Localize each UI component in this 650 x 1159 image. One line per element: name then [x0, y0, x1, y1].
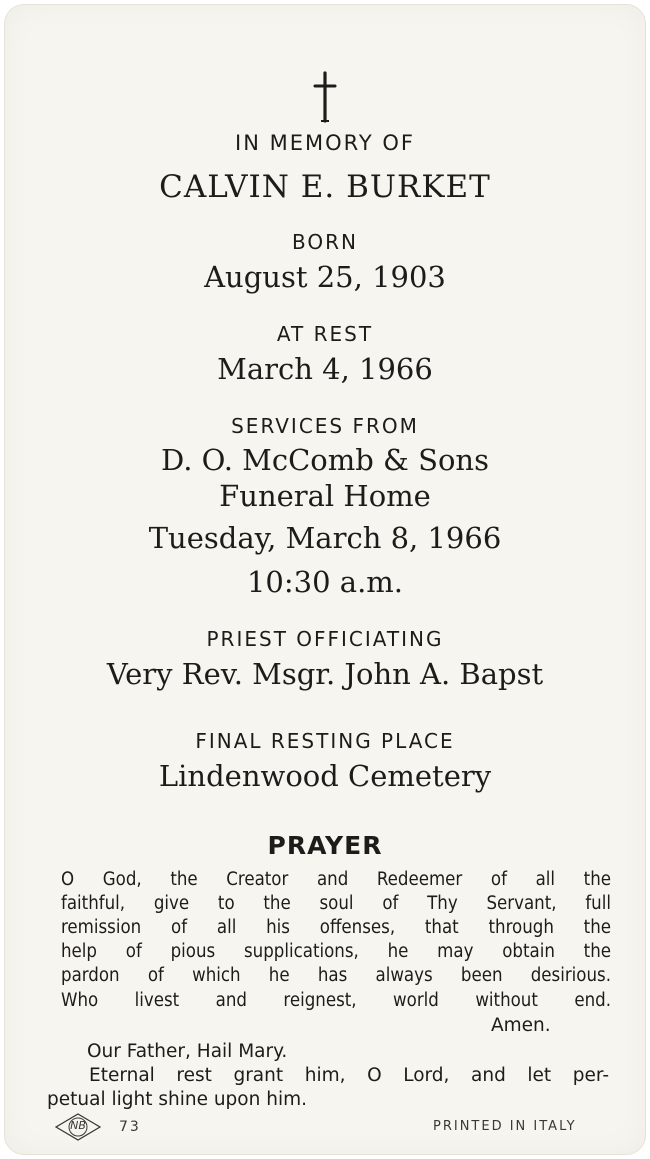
priest-label: PRIEST OFFICIATING	[206, 627, 444, 651]
eternal-rest-line: Eternal rest grant him, O Lord, and let per-	[89, 1065, 609, 1086]
born-label: BORN	[292, 230, 358, 254]
prayer-text-line: help of pious supplications, he may obtain the	[61, 941, 611, 962]
prayer-title: PRAYER	[267, 831, 383, 860]
born-date: August 25, 1903	[204, 260, 446, 294]
memory-heading: IN MEMORY OF	[235, 131, 415, 155]
prayer-text-line: Who livest and reignest, world without end.	[61, 990, 611, 1011]
prayer-amen: Amen.	[491, 1015, 551, 1036]
prayer-text-line: remission of all his offenses, that through the	[61, 917, 611, 938]
funeral-home-line2: Funeral Home	[219, 479, 431, 513]
prayer-text-line: pardon of which he has always been desirious.	[61, 965, 611, 986]
priest-name: Very Rev. Msgr. John A. Bapst	[106, 657, 544, 691]
resting-place-label: FINAL RESTING PLACE	[195, 729, 455, 753]
resting-place-name: Lindenwood Cemetery	[158, 759, 492, 793]
eternal-rest-line: petual light shine upon him.	[47, 1089, 307, 1110]
printed-in-label: PRINTED IN ITALY	[433, 1119, 577, 1134]
footer-code	[55, 1113, 141, 1141]
service-time: 10:30 a.m.	[246, 565, 404, 599]
prayer-text-line: faithful, give to the soul of Thy Servant, full	[61, 893, 611, 914]
memorial-card	[4, 4, 646, 1155]
our-father-line: Our Father, Hail Mary.	[87, 1041, 288, 1062]
printer-logo-icon	[55, 1113, 101, 1141]
cross-icon	[5, 71, 645, 123]
at-rest-label: AT REST	[276, 322, 374, 346]
prayer-text-line: O God, the Creator and Redeemer of all the	[61, 869, 611, 890]
printer-logo-text: NB	[70, 1119, 86, 1132]
deceased-name: CALVIN E. BURKET	[159, 169, 491, 205]
services-label: SERVICES FROM	[231, 414, 419, 438]
funeral-home-line1: D. O. McComb & Sons	[161, 443, 489, 477]
card-number: 73	[119, 1119, 141, 1135]
service-date: Tuesday, March 8, 1966	[148, 521, 502, 555]
at-rest-date: March 4, 1966	[217, 352, 433, 386]
